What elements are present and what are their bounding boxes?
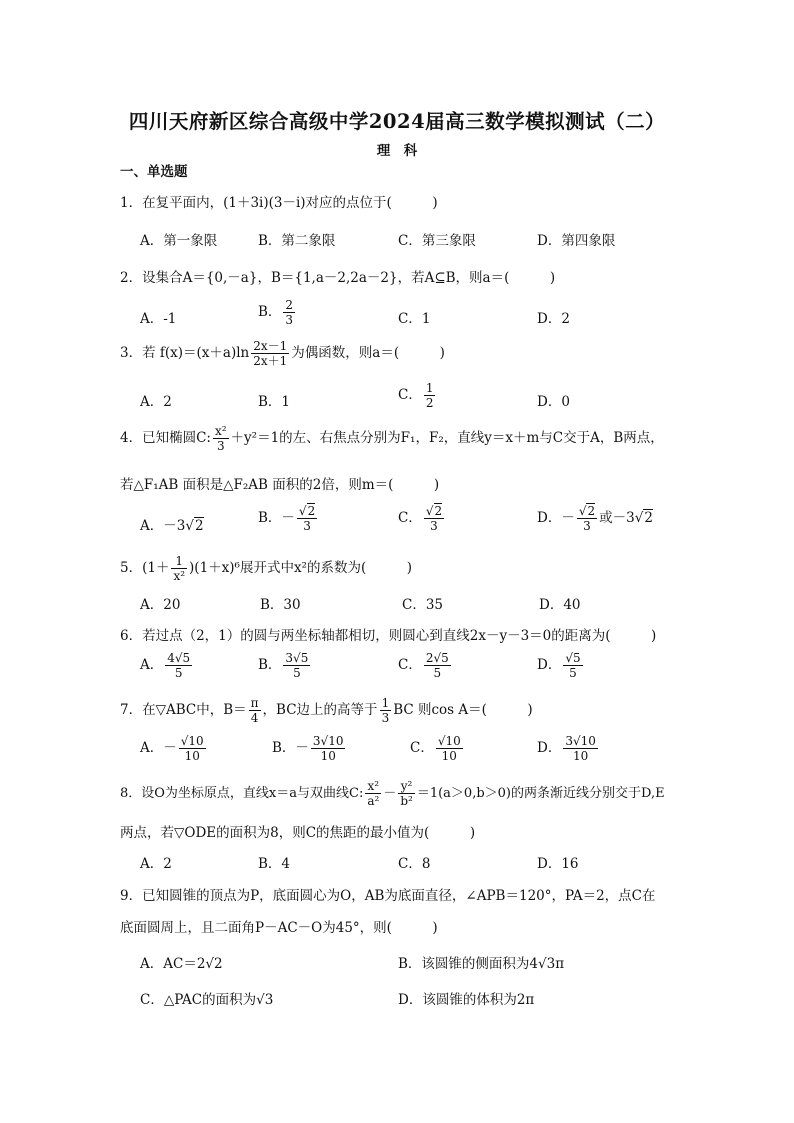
question-5-option-a: A．20 xyxy=(140,597,181,613)
question-5-stem: 5．(1＋ $\frac{1}{\text{x²}}$ )(1＋x)⁶展开式中x²的系数为( ) xyxy=(120,554,413,583)
question-7-option-d: D． $\frac{3√10}{10}$ xyxy=(537,734,596,763)
question-4-option-d: D．－ $\frac{√2}{3}$ 或－3√2 xyxy=(537,504,653,533)
question-1-stem: 1．在复平面内，(1＋3i)(3－i)对应的点位于( ) xyxy=(120,195,438,211)
question-7-option-a: A．－ $\frac{√10}{10}$ xyxy=(140,734,204,763)
question-7-option-b: B．－ $\frac{3√10}{10}$ xyxy=(272,734,344,763)
question-1-option-c: C．第三象限 xyxy=(398,233,476,249)
question-7-option-c: C． $\frac{√10}{10}$ xyxy=(410,734,461,763)
question-8-stem-line2: 两点，若▽ODE的面积为8，则C的焦距的最小值为( ) xyxy=(120,825,476,841)
question-4-option-a: A．－3√2 xyxy=(140,518,204,534)
question-9-stem-line2: 底面圆周上，且二面角P－AC－O为45°，则( ) xyxy=(120,920,438,936)
question-9-option-a: A．AC＝2√2 xyxy=(140,956,223,972)
question-2-option-b: B． $\frac{2}{3}$ xyxy=(258,298,294,327)
question-1-option-d: D．第四象限 xyxy=(537,233,616,249)
question-9-option-d: D．该圆锥的体积为2π xyxy=(398,992,535,1008)
question-4-option-c: C． $\frac{√2}{3}$ xyxy=(398,504,443,533)
question-4-stem-line1: 4．已知椭圆C: $\frac{\text{x²}}{3}$ ＋y²＝1的左、右焦点分别为F₁，F₂，直线y＝x＋m与C交于A，B两点， xyxy=(120,424,664,453)
question-4-option-b: B．－ $\frac{√2}{3}$ xyxy=(258,504,316,533)
question-7-stem: 7．在▽ABC中，B＝ $\frac{\pi}{4}$ ，BC边上的高等于 $\frac{1}{3}$ BC 则cos A＝( ) xyxy=(120,696,533,725)
question-8-option-a: A．2 xyxy=(140,856,172,872)
question-5-option-d: D．40 xyxy=(539,597,581,613)
question-6-option-b: B． $\frac{3√5}{5}$ xyxy=(258,651,309,680)
question-1-option-a: A．第一象限 xyxy=(140,233,218,249)
question-2-option-d: D．2 xyxy=(537,311,570,327)
question-6-option-d: D． $\frac{√5}{5}$ xyxy=(537,651,581,680)
question-4-stem-line2: 若△F₁AB 面积是△F₂AB 面积的2倍，则m＝( ) xyxy=(120,477,440,493)
question-8-option-d: D．16 xyxy=(537,856,579,872)
question-3-option-b: B．1 xyxy=(258,394,291,410)
question-2-stem: 2．设集合A＝{0,－a}，B＝{1,a－2,2a－2}，若A⊆B，则a＝( ) xyxy=(120,270,556,286)
question-2-option-c: C．1 xyxy=(398,311,431,327)
question-5-option-b: B．30 xyxy=(260,597,301,613)
question-8-option-b: B．4 xyxy=(258,856,291,872)
question-3-option-a: A．2 xyxy=(140,394,172,410)
question-2-option-a: A．-1 xyxy=(140,311,177,327)
question-8-stem-line1: 8．设O为坐标原点，直线x＝a与双曲线C: $\frac{\text{x²}}{\text{a²}}$ － $\frac{\text{y²}}{\text{b²}}$ ＝1(a＞0,b＞0)的两条渐近线分别交于D,E xyxy=(120,779,665,808)
question-8-option-c: C．8 xyxy=(398,856,431,872)
page-subtitle: 理 科 xyxy=(376,143,418,159)
question-1-option-b: B．第二象限 xyxy=(258,233,336,249)
question-3-option-c: C． $\frac{1}{2}$ xyxy=(398,381,434,410)
question-6-option-c: C． $\frac{2√5}{5}$ xyxy=(398,651,449,680)
question-9-option-c: C．△PAC的面积为√3 xyxy=(140,992,274,1008)
question-3-stem: 3．若 f(x)＝(x＋a)ln $\frac{2x-1}{2x+1}$ 为偶函数，则a＝( ) xyxy=(120,339,445,368)
question-3-option-d: D．0 xyxy=(537,394,570,410)
question-6-stem: 6．若过点（2，1）的圆与两坐标轴都相切，则圆心到直线2x－y－3＝0的距离为( ) xyxy=(120,628,657,644)
question-9-option-b: B．该圆锥的侧面积为4√3π xyxy=(398,956,565,972)
question-5-option-c: C．35 xyxy=(402,597,444,613)
question-6-option-a: A． $\frac{4√5}{5}$ xyxy=(140,651,191,680)
question-9-stem-line1: 9．已知圆锥的顶点为P，底面圆心为O，AB为底面直径，∠APB＝120°，PA＝2，点C在 xyxy=(120,888,656,904)
section-heading: 一、单选题 xyxy=(120,164,188,180)
page-title: 四川天府新区综合高级中学2024届高三数学模拟测试（二） xyxy=(128,110,666,133)
